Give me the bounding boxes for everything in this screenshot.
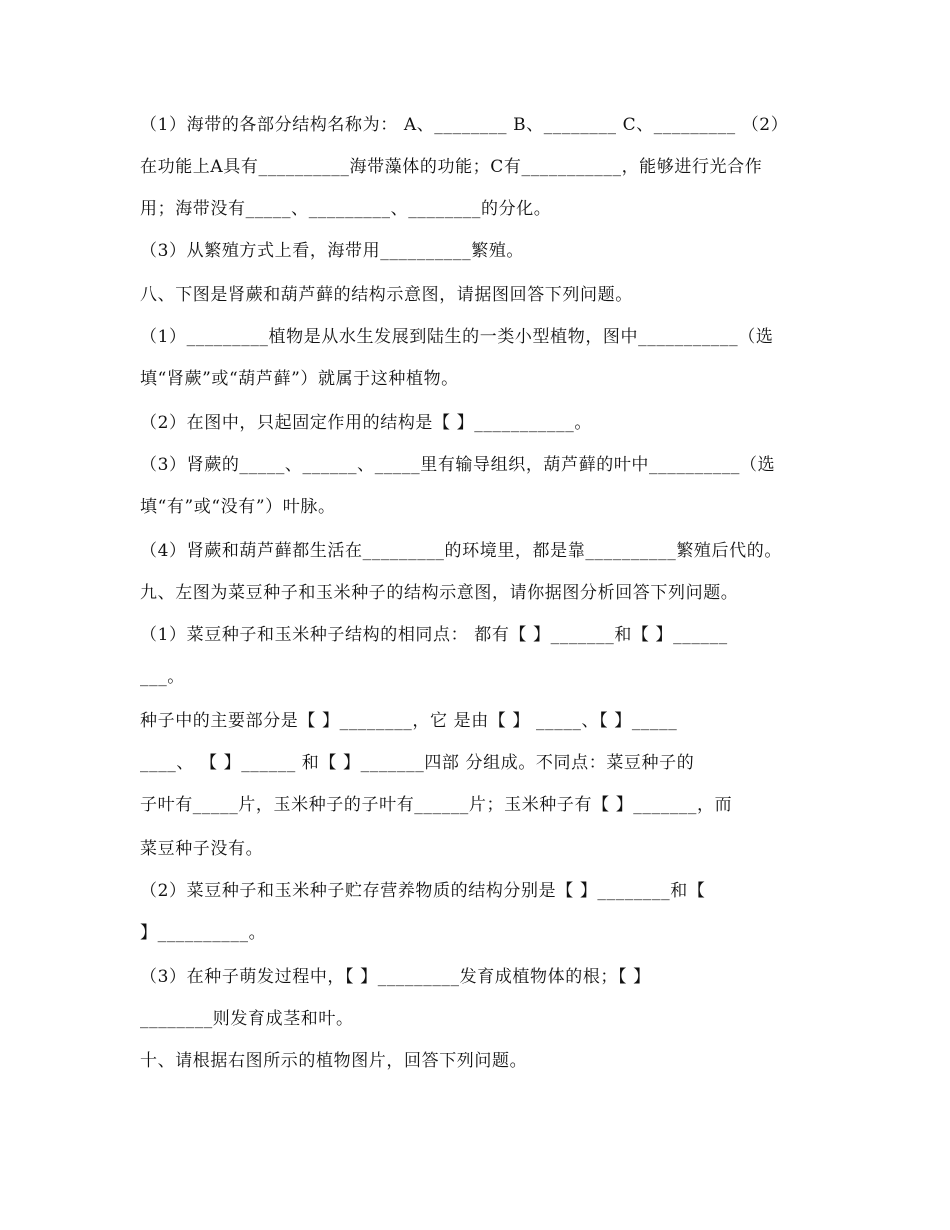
- text-line: 种子中的主要部分是【 】________，它 是由【 】 _____、【 】_____: [140, 711, 678, 731]
- text-line: ___。: [140, 667, 185, 687]
- text-line: （4）肾蕨和葫芦藓都生活在_________的环境里，都是靠__________繁殖后代的。: [140, 541, 782, 561]
- section-heading: 八、下图是肾蕨和葫芦藓的结构示意图，请据图回答下列问题。: [140, 285, 633, 305]
- text-line: （3）在种子萌发过程中，【 】_________发育成植物体的根；【 】: [140, 967, 651, 987]
- section-heading: 十、请根据右图所示的植物图片，回答下列问题。: [140, 1051, 528, 1071]
- text-line: 填“肾蕨”或“葫芦藓”）就属于这种植物。: [140, 369, 459, 389]
- text-line: 用；海带没有_____、_________、________的分化。: [140, 199, 552, 219]
- text-line: （2）在图中，只起固定作用的结构是【 】___________。: [140, 413, 592, 433]
- text-line: 】__________。: [140, 923, 267, 943]
- text-line: 菜豆种子没有。: [140, 839, 264, 859]
- text-line: 在功能上A具有__________海带藻体的功能；C有___________，能够进行光合作: [140, 157, 763, 177]
- section-heading: 九、左图为菜豆种子和玉米种子的结构示意图，请你据图分析回答下列问题。: [140, 583, 739, 603]
- text-line: ________则发育成茎和叶。: [140, 1009, 354, 1029]
- text-line: （3）肾蕨的_____、______、_____里有输导组织，葫芦藓的叶中__________（选: [140, 455, 776, 475]
- text-line: （3）从繁殖方式上看，海带用__________繁殖。: [140, 241, 525, 261]
- text-line: （1）海带的各部分结构名称为： A、________ B、________ C、_________ （2）: [140, 115, 789, 135]
- text-line: 填“有”或“没有”）叶脉。: [140, 497, 336, 517]
- text-line: 子叶有_____片，玉米种子的子叶有______片；玉米种子有【 】_______，而: [140, 795, 733, 815]
- text-line: （1）菜豆种子和玉米种子结构的相同点： 都有【 】_______和【 】______: [140, 625, 728, 645]
- text-line: （1）_________植物是从水生发展到陆生的一类小型植物，图中___________（选: [140, 327, 774, 347]
- text-line: ____、 【 】______ 和【 】_______四部 分组成。不同点：菜豆种子的: [140, 753, 695, 773]
- text-line: （2）菜豆种子和玉米种子贮存营养物质的结构分别是【 】________和【: [140, 881, 706, 901]
